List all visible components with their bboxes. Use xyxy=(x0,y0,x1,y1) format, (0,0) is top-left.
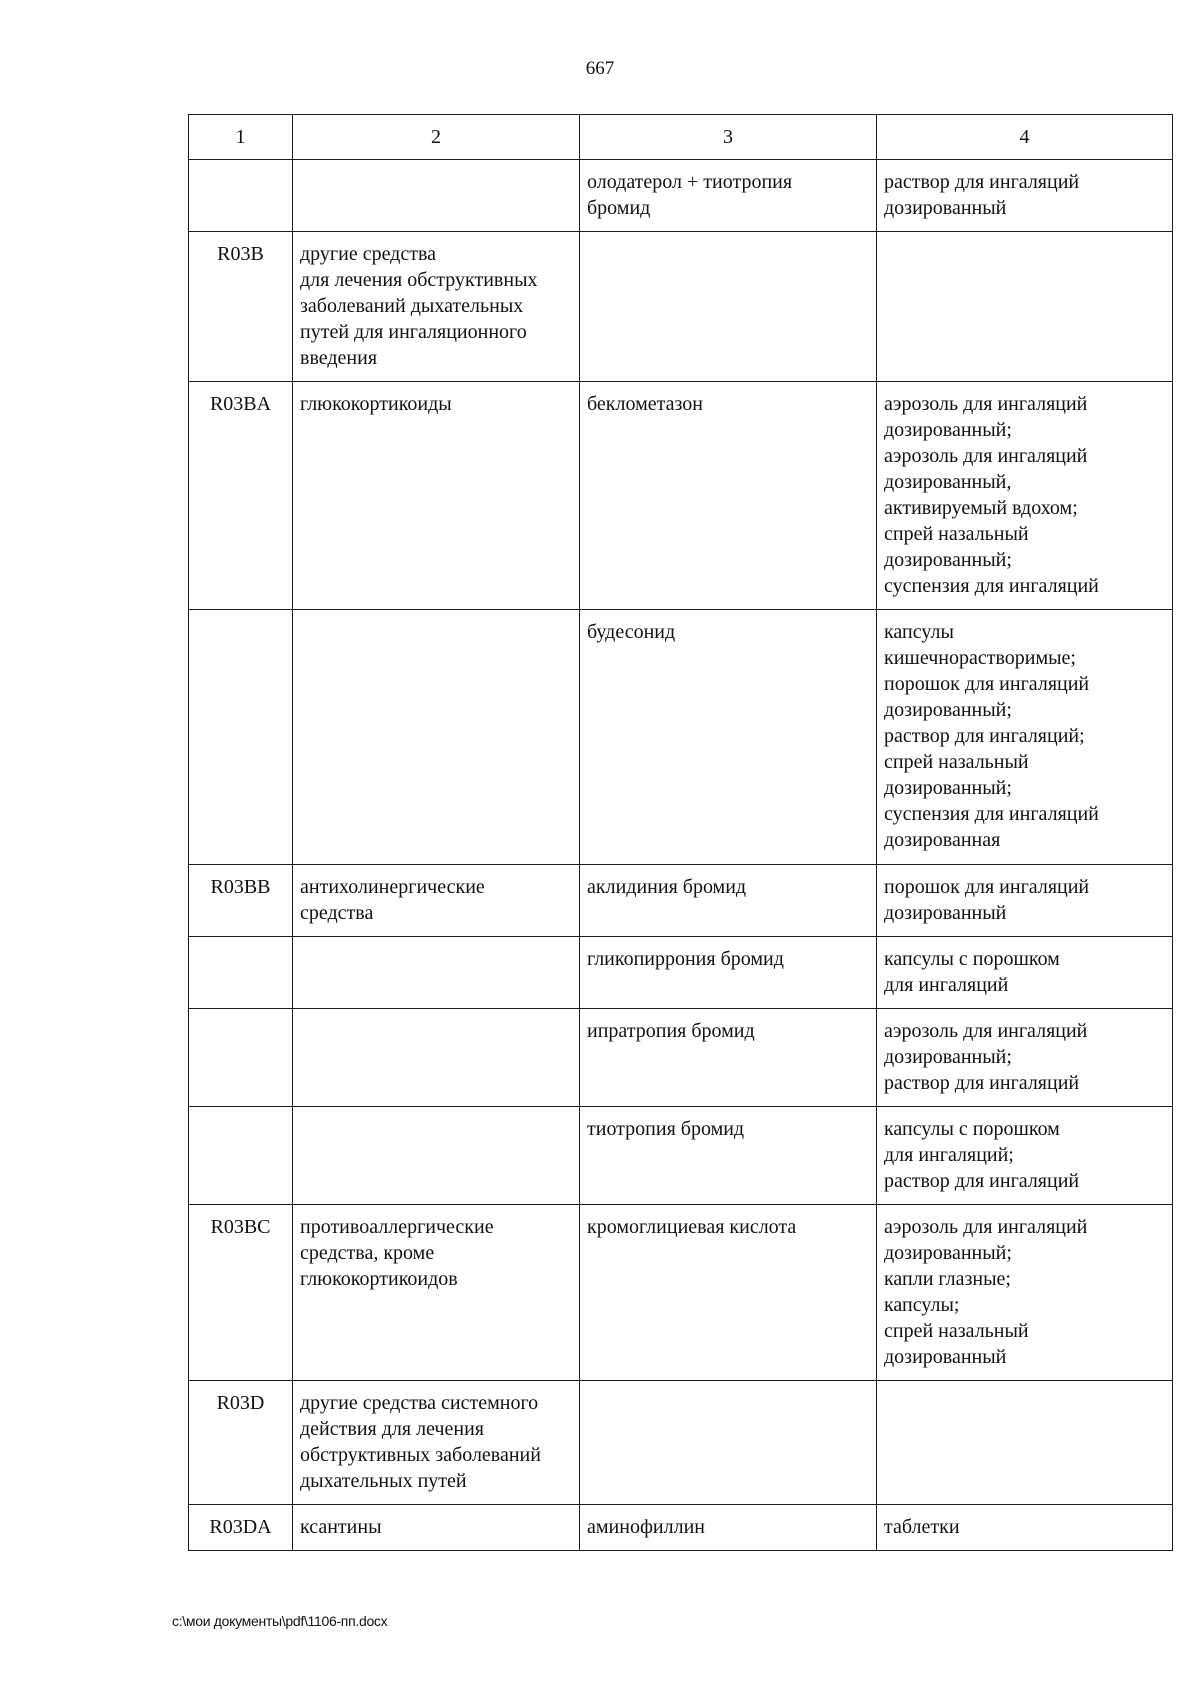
header-cell-2: 2 xyxy=(293,115,580,160)
drug-table xyxy=(188,114,1173,1551)
dosage-form-cell xyxy=(877,232,1173,382)
dosage-form-cell: раствор для ингаляций дозированный xyxy=(877,160,1173,232)
atc-code-cell: R03B xyxy=(189,232,293,382)
table-row xyxy=(189,1381,1173,1505)
dosage-form-cell: капсулы кишечнорастворимые; порошок для ингаляций дозированный; раствор для ингаляций; спрей назальный дозированный; суспензия для ингаляций дозированная xyxy=(877,610,1173,865)
drug-name-cell xyxy=(580,1381,877,1505)
table-row xyxy=(189,865,1173,937)
atc-code-cell: R03BA xyxy=(189,382,293,610)
atc-code-cell xyxy=(189,160,293,232)
drug-name-cell: олодатерол + тиотропия бромид xyxy=(580,160,877,232)
table-row xyxy=(189,1009,1173,1107)
drug-name-cell: беклометазон xyxy=(580,382,877,610)
table-row xyxy=(189,1107,1173,1205)
group-name-cell: противоаллергические средства, кроме глюкокортикоидов xyxy=(293,1205,580,1381)
drug-name-cell: гликопиррония бромид xyxy=(580,937,877,1009)
group-name-cell xyxy=(293,610,580,865)
table-row xyxy=(189,232,1173,382)
drug-name-cell xyxy=(580,232,877,382)
atc-code-cell xyxy=(189,1009,293,1107)
table-row xyxy=(189,160,1173,232)
atc-code-cell xyxy=(189,1107,293,1205)
header-cell-1: 1 xyxy=(189,115,293,160)
atc-code-cell: R03BB xyxy=(189,865,293,937)
group-name-cell: глюкокортикоиды xyxy=(293,382,580,610)
drug-name-cell: будесонид xyxy=(580,610,877,865)
drug-name-cell: аклидиния бромид xyxy=(580,865,877,937)
group-name-cell xyxy=(293,1009,580,1107)
dosage-form-cell: аэрозоль для ингаляций дозированный; аэрозоль для ингаляций дозированный, активируемый вдохом; спрей назальный дозированный; суспензия для ингаляций xyxy=(877,382,1173,610)
dosage-form-cell: аэрозоль для ингаляций дозированный; раствор для ингаляций xyxy=(877,1009,1173,1107)
table-row xyxy=(189,610,1173,865)
table-row xyxy=(189,1505,1173,1551)
table-row xyxy=(189,1205,1173,1381)
header-cell-4: 4 xyxy=(877,115,1173,160)
group-name-cell xyxy=(293,937,580,1009)
group-name-cell xyxy=(293,160,580,232)
dosage-form-cell: аэрозоль для ингаляций дозированный; капли глазные; капсулы; спрей назальный дозированный xyxy=(877,1205,1173,1381)
table-row xyxy=(189,937,1173,1009)
dosage-form-cell: капсулы с порошком для ингаляций xyxy=(877,937,1173,1009)
atc-code-cell: R03BC xyxy=(189,1205,293,1381)
footer-file-path: c:\мои документы\pdf\1106-пп.docx xyxy=(172,1613,388,1629)
dosage-form-cell: таблетки xyxy=(877,1505,1173,1551)
atc-code-cell: R03D xyxy=(189,1381,293,1505)
dosage-form-cell xyxy=(877,1381,1173,1505)
page-number: 667 xyxy=(585,58,615,79)
group-name-cell: другие средства системного действия для лечения обструктивных заболеваний дыхательных путей xyxy=(293,1381,580,1505)
group-name-cell: ксантины xyxy=(293,1505,580,1551)
group-name-cell: другие средства для лечения обструктивных заболеваний дыхательных путей для ингаляционного введения xyxy=(293,232,580,382)
atc-code-cell xyxy=(189,610,293,865)
drug-name-cell: аминофиллин xyxy=(580,1505,877,1551)
atc-code-cell xyxy=(189,937,293,1009)
drug-name-cell: тиотропия бромид xyxy=(580,1107,877,1205)
header-cell-3: 3 xyxy=(580,115,877,160)
table-row xyxy=(189,382,1173,610)
group-name-cell: антихолинергические средства xyxy=(293,865,580,937)
drug-name-cell: кромоглициевая кислота xyxy=(580,1205,877,1381)
table-header-row xyxy=(189,115,1173,160)
dosage-form-cell: порошок для ингаляций дозированный xyxy=(877,865,1173,937)
group-name-cell xyxy=(293,1107,580,1205)
drug-name-cell: ипратропия бромид xyxy=(580,1009,877,1107)
atc-code-cell: R03DA xyxy=(189,1505,293,1551)
dosage-form-cell: капсулы с порошком для ингаляций; раствор для ингаляций xyxy=(877,1107,1173,1205)
